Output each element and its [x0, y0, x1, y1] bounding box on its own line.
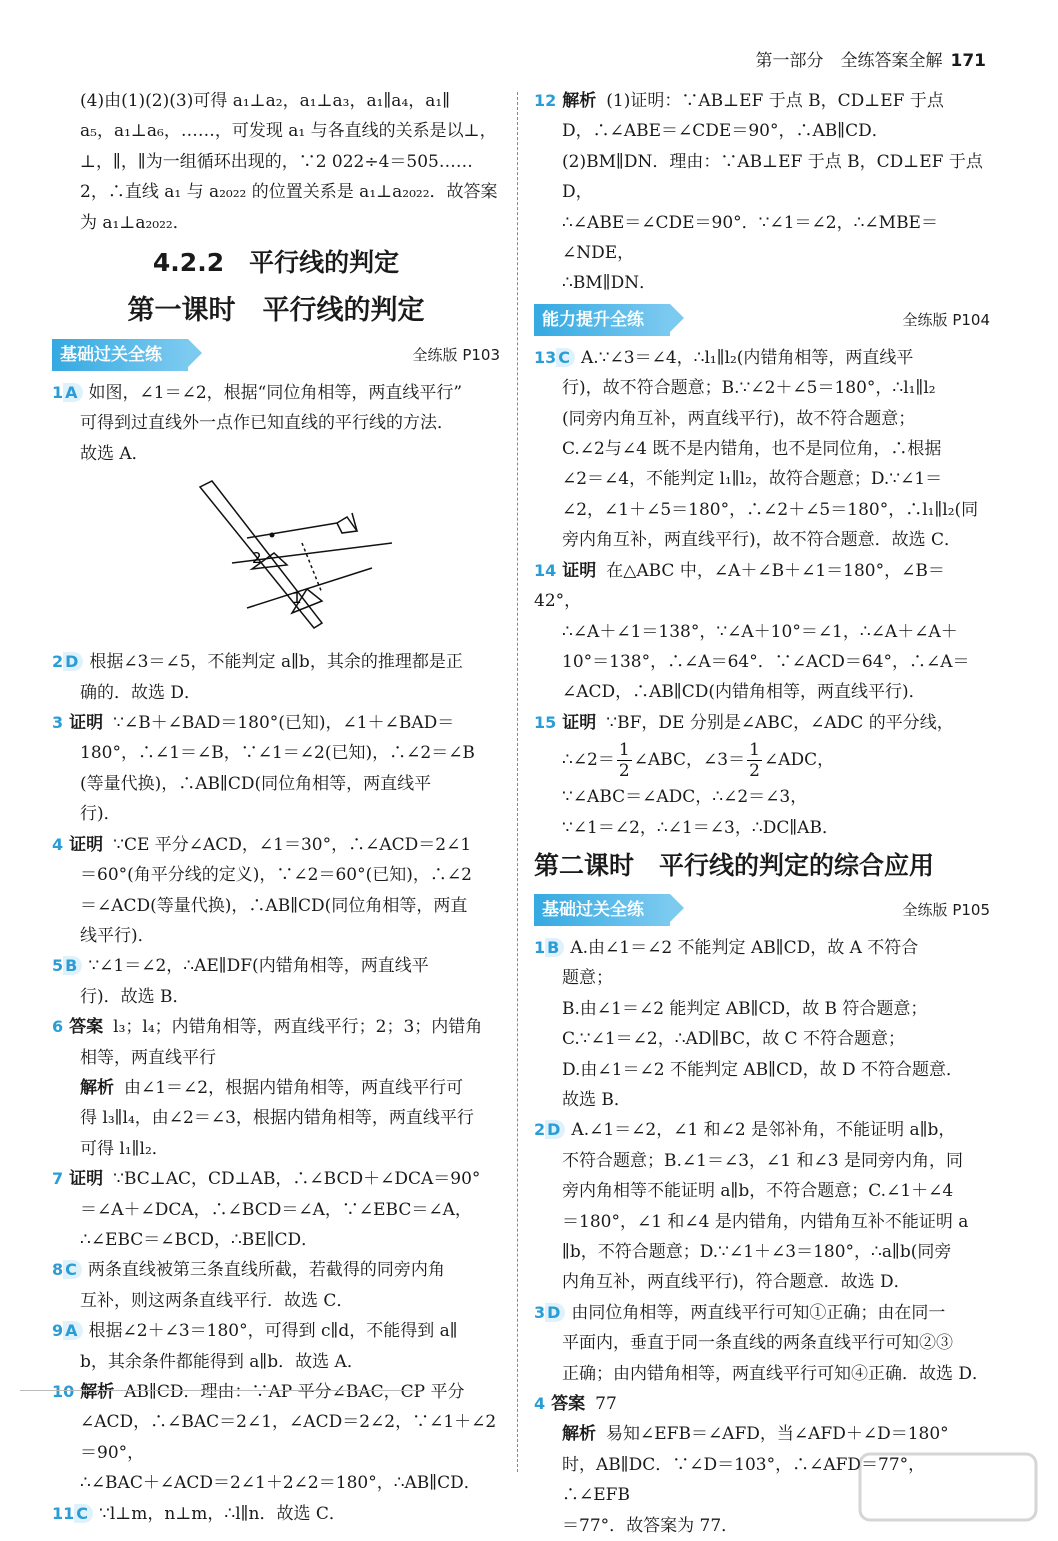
text-line: (2)BM∥DN．理由：∵AB⊥EF 于点 B，CD⊥EF 于点 D，: [562, 151, 983, 203]
question-number: 9 A: [52, 1316, 83, 1346]
lesson-title: 第一课时 平行线的判定: [127, 295, 425, 327]
banner-row: [534, 301, 990, 339]
banner-reference: 全练版 P103: [412, 345, 500, 364]
text-line: ∵∠B＋∠BAD＝180°(已知)，∠1＋∠BAD＝: [113, 713, 455, 734]
column-divider: [517, 92, 518, 1472]
question-number: 2 D: [52, 647, 83, 677]
question-number: 3: [52, 713, 64, 733]
question-1: [52, 378, 500, 469]
question-14: [534, 556, 990, 708]
text-line: ＝180°，∠1 和∠4 是内错角，内错角互补不能证明 a: [562, 1211, 969, 1232]
text-line: ∴∠A＋∠1＝138°，∵∠A＋10°＝∠1，∴∠A＋∠A＋: [562, 621, 958, 642]
text-line: 不符合题意；B.∠1＝∠3，∠1 和∠3 是同旁内角，同: [562, 1150, 963, 1171]
text-line: 180°，∴∠1＝∠B，∵∠1＝∠2(已知)，∴∠2＝∠B: [80, 743, 475, 764]
keyword: 证明: [69, 1169, 104, 1190]
text-line: ∵BC⊥AC，CD⊥AB，∴∠BCD＋∠DCA＝90°: [113, 1169, 481, 1190]
text-line: 旁内角互补，两直线平行)，故不符合题意．故选 C．: [562, 530, 962, 551]
question-10: [52, 1377, 500, 1499]
keyword: 证明: [562, 712, 597, 733]
section-title: 4.2.2 平行线的判定: [152, 248, 400, 278]
set-square-diagram: [52, 473, 500, 643]
banner-reference: 全练版 P105: [902, 900, 990, 919]
banner-row: [534, 891, 990, 929]
page-header: [756, 46, 987, 71]
text-line: ∵l⊥m，n⊥m，∴l∥n．故选 C．: [99, 1503, 346, 1524]
text-line: ＝77°．故答案为 77．: [562, 1515, 739, 1536]
section-banner: 能力提升全练: [534, 304, 670, 336]
text-line: 互补，则这两条直线平行．故选 C．: [80, 1290, 354, 1311]
text-line: 确的．故选 D．: [80, 682, 202, 703]
text-line: 10°＝138°，∴∠A＝64°．∵∠ACD＝64°，∴∠A＝: [562, 651, 970, 672]
watermark-logo: [858, 1452, 1038, 1522]
fraction-line: ∴∠2＝ $\frac{1}{2}$ ∠ABC，∠3＝ $\frac{1}{2}$ ∠ADC，: [562, 740, 835, 782]
question-4: [52, 830, 500, 952]
keyword: 解析: [80, 1077, 114, 1098]
keyword: 解析: [80, 1382, 115, 1402]
text-line: C.∵∠1＝∠2，∴AD∥BC，故 C 不符合题意；: [562, 1029, 905, 1050]
text-line: ＝∠ACD(等量代换)，∴AB∥CD(同位角相等，两直: [80, 895, 468, 916]
question-12: [534, 86, 990, 299]
keyword: 答案: [551, 1394, 586, 1415]
text-line: 行)，故不符合题意；B.∵∠2＋∠5＝180°，∴l₁∥l₂: [562, 378, 936, 399]
question-13: [534, 343, 990, 556]
keyword: 证明: [562, 560, 597, 581]
keyword: 解析: [562, 1424, 596, 1445]
text-line: 线平行)．: [80, 925, 155, 946]
question-11: [52, 1499, 500, 1529]
question-number: 5 B: [52, 951, 82, 981]
question-number: 15: [534, 712, 557, 732]
text-line: ＝∠A＋∠DCA，∴∠BCD＝∠A，∵∠EBC＝∠A，: [80, 1199, 472, 1220]
page-number: 171: [950, 51, 986, 71]
question-9: [52, 1316, 500, 1377]
text-line: ∠2，∠1＋∠5＝180°，∴∠2＋∠5＝180°，∴l₁∥l₂(同: [562, 499, 979, 520]
text-line: ∵CE 平分∠ACD，∠1＝30°，∴∠ACD＝2∠1: [113, 834, 472, 855]
text-line: 行)．故选 B．: [80, 986, 190, 1007]
text-line: (4)由(1)(2)(3)可得 a₁⊥a₂，a₁⊥a₃，a₁∥a₄，a₁∥: [80, 91, 451, 111]
header-text: 第一部分 全练答案全解: [755, 51, 943, 71]
question-number: 10: [52, 1382, 75, 1401]
geometry-figure: [52, 473, 500, 643]
text-line: A.由∠1＝∠2 不能判定 AB∥CD，故 A 不符合: [570, 937, 919, 958]
question-number: 1 B: [534, 933, 564, 963]
fraction: $\frac{1}{2}$: [749, 740, 760, 782]
text-line: 相等，两直线平行: [80, 1047, 216, 1068]
text-line: (同旁内角互补，两直线平行)，故不符合题意；: [562, 408, 916, 429]
text-line: 由∠1＝∠2，根据内错角相等，两直线平行可: [124, 1077, 464, 1098]
text-line: 如图，∠1＝∠2，根据“同位角相等，两直线平行”: [88, 383, 463, 404]
text-line: b，其余条件都能得到 a∥b．故选 A．: [80, 1351, 364, 1372]
figure-label-1: 1: [292, 589, 302, 608]
text-line: ∵∠1＝∠2，∴∠1＝∠3，∴DC∥AB．: [562, 817, 839, 838]
question-number: 12: [534, 91, 557, 110]
question-number: 14: [534, 560, 557, 580]
answer-value: 77: [595, 1394, 617, 1415]
text-line: 两条直线被第三条直线所截，若截得的同旁内角: [87, 1260, 445, 1281]
text-line: ∵BF，DE 分别是∠ABC，∠ADC 的平分线，: [606, 712, 954, 733]
text-line: 正确；由内错角相等，两直线平行可知④正确．故选 D．: [562, 1363, 990, 1384]
answer-3: [534, 1298, 990, 1389]
lesson-title: 第二课时 平行线的判定的综合应用: [534, 850, 935, 880]
question-number: 7: [52, 1169, 64, 1189]
text-line: 旁内角相等不能证明 a∥b，不符合题意；C.∠1＋∠4: [562, 1181, 954, 1202]
banner-reference: 全练版 P104: [902, 310, 990, 329]
question-6: [52, 1012, 500, 1164]
text-line: 由同位角相等，两直线平行可知①正确；由在同一: [571, 1302, 946, 1323]
text-line: ∵∠1＝∠2，∴AE∥DF(内错角相等，两直线平: [88, 956, 429, 977]
question-2: [52, 647, 500, 708]
question-15: [534, 708, 990, 843]
question-number: 2 D: [534, 1115, 565, 1145]
question-number: 4: [534, 1394, 546, 1414]
text-line: 题意；: [562, 968, 613, 989]
text-line: l₃；l₄；内错角相等，两直线平行；2；3；内错角: [113, 1017, 483, 1038]
text-line: 可得到过直线外一点作已知直线的平行线的方法．: [80, 413, 454, 434]
question-5: [52, 951, 500, 1012]
text-line: A.∠1＝∠2，∠1 和∠2 是邻补角，不能证明 a∥b，: [571, 1120, 956, 1141]
figure-label-2: 2: [252, 549, 262, 568]
text-line: 内角互补，两直线平行)，符合题意．故选 D．: [562, 1272, 911, 1293]
text-line: ∴∠BAC＋∠ACD＝2∠1＋2∠2＝180°，∴AB∥CD．: [80, 1473, 481, 1494]
right-column: [534, 86, 990, 1541]
question-number: 1 A: [52, 378, 83, 408]
text-line: 在△ABC 中，∠A＋∠B＋∠1＝180°，∠B＝42°，: [534, 560, 945, 612]
text-line: D，∴∠ABE＝∠CDE＝90°，∴AB∥CD．: [562, 121, 889, 142]
banner-row: [52, 336, 500, 374]
text-line: 得 l₃∥l₄，由∠2＝∠3，根据内错角相等，两直线平行: [80, 1108, 474, 1129]
section-banner: 基础过关全练: [52, 339, 188, 371]
text-line: ∴∠EBC＝∠BCD，∴BE∥CD．: [80, 1229, 319, 1250]
text-line: A.∵∠3＝∠4，∴l₁∥l₂(内错角相等，两直线平: [581, 347, 914, 368]
fraction: $\frac{1}{2}$: [618, 740, 630, 782]
text-line: 平面内，垂直于同一条直线的两条直线平行可知②③: [562, 1333, 953, 1354]
question-8: [52, 1255, 500, 1316]
text-line: D.由∠1＝∠2 不能判定 AB∥CD，故 D 不符合题意．: [562, 1059, 964, 1080]
text-line: ∵∠ABC＝∠ADC，∴∠2＝∠3，: [562, 787, 808, 808]
text-line: 故选 B．: [562, 1089, 631, 1110]
text-line: ∴∠ABE＝∠CDE＝90°．∵∠1＝∠2，∴∠MBE＝∠NDE，: [562, 212, 938, 264]
text-line: ∠2＝∠4，不能判定 l₁∥l₂，故符合题意；D.∵∠1＝: [562, 469, 943, 490]
keyword: 证明: [69, 834, 104, 855]
text-line: ＝60°(角平分线的定义)，∵∠2＝60°(已知)，∴∠2: [80, 865, 472, 886]
question-number: 13 C: [534, 343, 575, 373]
text-line: ∥b，不符合题意；D.∵∠1＋∠3＝180°，∴a∥b(同旁: [562, 1242, 952, 1262]
section-banner: 基础过关全练: [534, 894, 670, 926]
text-line: 2，∴直线 a₁ 与 a₂₀₂₂ 的位置关系是 a₁⊥a₂₀₂₂．故答案: [80, 182, 498, 203]
question-3: [52, 708, 500, 830]
text-line: a₅，a₁⊥a₆，……，可发现 a₁ 与各直线的关系是以⊥，: [80, 121, 497, 142]
left-column: [52, 86, 500, 1529]
text-line: 时，AB∥DC．∵∠D＝103°，∴∠AFD＝77°，∴∠EFB: [562, 1454, 926, 1506]
question-number: 11 C: [52, 1499, 93, 1529]
question-number: 8 C: [52, 1255, 82, 1285]
keyword: 证明: [69, 713, 104, 734]
question-number: 4: [52, 834, 64, 854]
q-prev-part4: [52, 86, 500, 238]
question-number: 6: [52, 1017, 64, 1037]
answer-1: [534, 933, 990, 1115]
footer-rule: [20, 1390, 420, 1391]
keyword: 答案: [69, 1017, 104, 1038]
text-line: (1)证明：∵AB⊥EF 于点 B，CD⊥EF 于点: [606, 91, 944, 111]
text-line: ∠ACD，∴∠BAC＝2∠1，∠ACD＝2∠2，∵∠1＋∠2＝90°，: [80, 1412, 497, 1463]
text-line: ⊥，∥，∥为一组循环出现的，∵2 022÷4＝505……: [80, 151, 473, 172]
keyword: 解析: [562, 91, 597, 111]
text-line: 行)．: [80, 804, 121, 825]
text-line: AB∥CD．理由：∵AP 平分∠BAC，CP 平分: [124, 1382, 465, 1402]
text-line: C.∠2与∠4 既不是内错角，也不是同位角，∴根据: [562, 439, 942, 460]
text-line: ∠ACD，∴AB∥CD(内错角相等，两直线平行)．: [562, 682, 926, 703]
text-line: ∴BM∥DN．: [562, 273, 657, 294]
text-line: 根据∠2＋∠3＝180°，可得到 c∥d，不能得到 a∥: [88, 1321, 458, 1342]
answer-2: [534, 1115, 990, 1297]
question-7: [52, 1164, 500, 1255]
text-line: 为 a₁⊥a₂₀₂₂．: [80, 212, 190, 233]
text-line: B.由∠1＝∠2 能判定 AB∥CD，故 B 符合题意；: [562, 998, 928, 1019]
text-line: 易知∠EFB＝∠AFD，当∠AFD＋∠D＝180°: [606, 1424, 949, 1445]
text-line: 可得 l₁∥l₂．: [80, 1138, 169, 1159]
question-number: 3 D: [534, 1298, 565, 1328]
text-line: (等量代换)，∴AB∥CD(同位角相等，两直线平: [80, 773, 432, 794]
text-line: 故选 A．: [80, 443, 149, 464]
text-line: 根据∠3＝∠5，不能判定 a∥b，其余的推理都是正: [89, 652, 463, 673]
